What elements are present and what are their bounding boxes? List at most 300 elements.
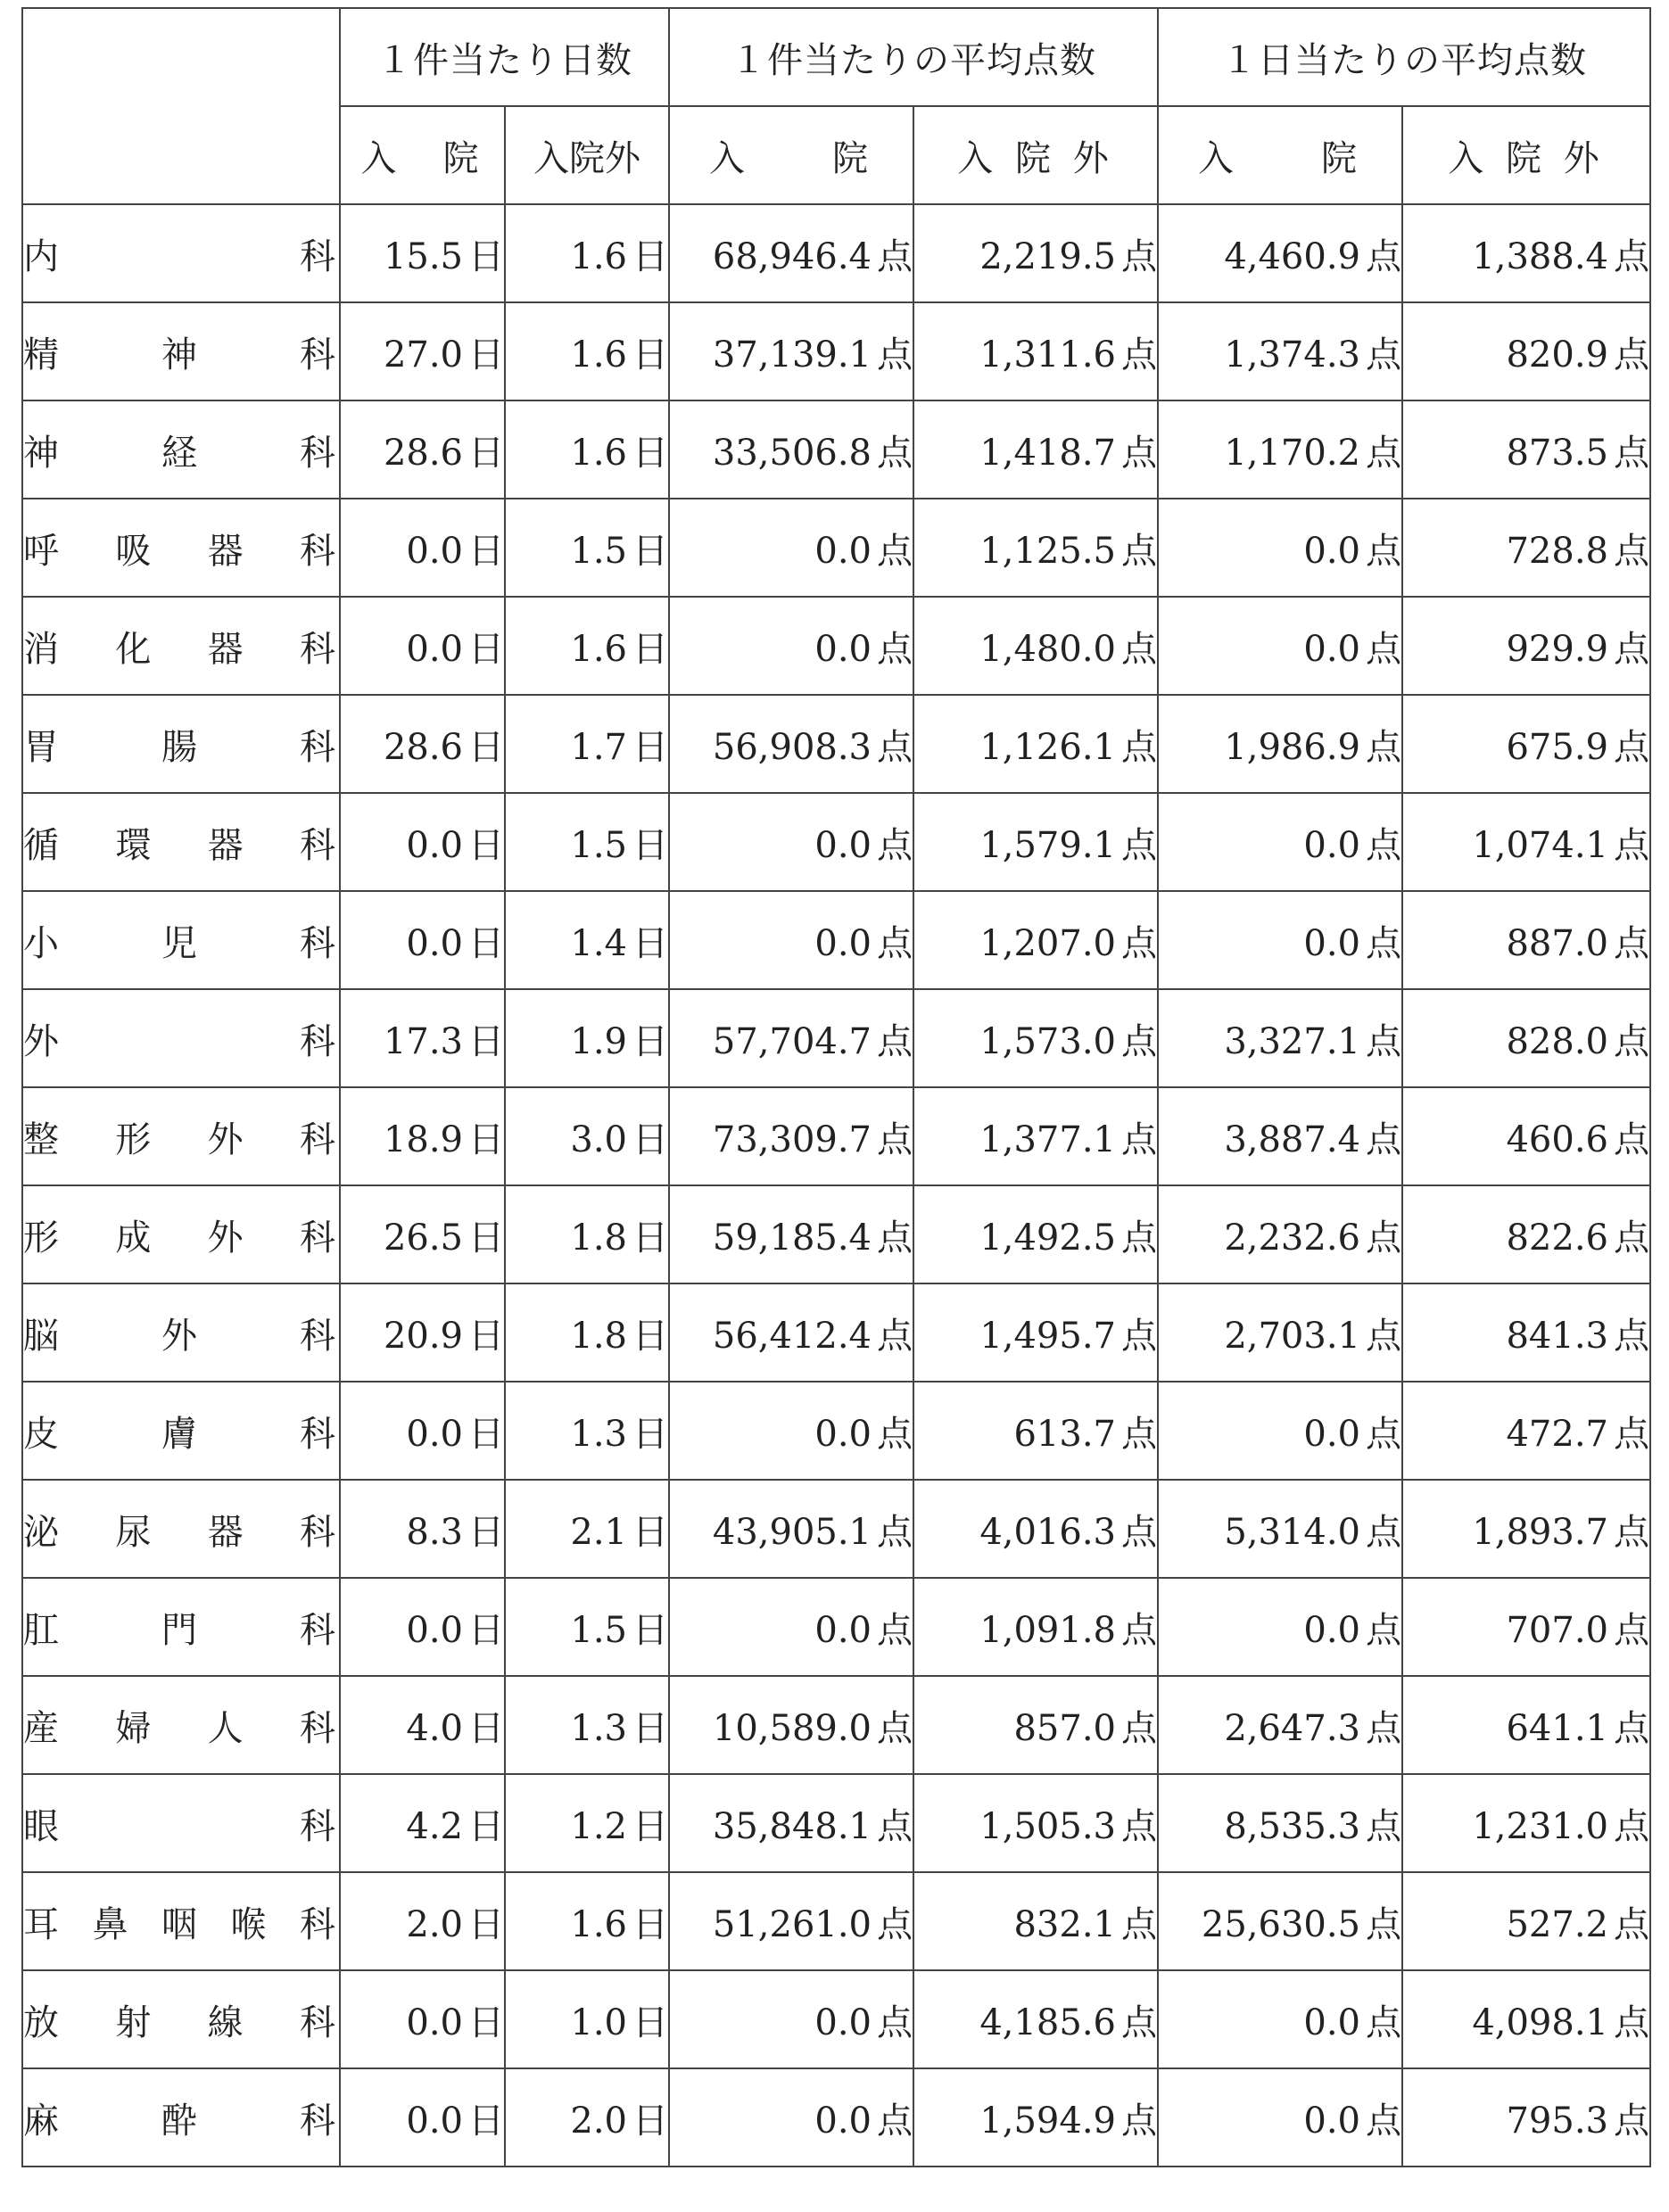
cell-unit: 点 [877,2100,913,2142]
cell-unit: 日 [468,1609,504,1651]
cell-value: 2,219.5 [979,235,1116,277]
cell-value: 17.3 [383,1020,463,1062]
days-outpatient-cell [505,2068,669,2167]
cell-unit: 点 [1614,1511,1649,1553]
avg-points-day-inpatient-cell [1158,1872,1402,1970]
header-row-groups [22,8,1650,106]
cell-value: 1.5 [570,1609,627,1651]
avg-points-day-outpatient-cell [1402,1872,1650,1970]
cell-unit: 点 [877,432,913,474]
cell-value: 0.0 [406,530,463,572]
cell-value: 1.8 [570,1217,627,1259]
cell-value: 3,327.1 [1224,1020,1360,1062]
cell-value: 832.1 [1013,1903,1116,1945]
table-header [22,8,1650,204]
cell-unit: 日 [468,2100,504,2142]
cell-unit: 点 [1614,1118,1649,1160]
avg-points-day-inpatient-cell [1158,1578,1402,1676]
cell-value: 28.6 [383,432,463,474]
cell-unit: 日 [632,922,668,964]
cell-unit: 日 [632,1118,668,1160]
cell-unit: 日 [468,1805,504,1847]
department-name-cell: 脳外科 [22,1283,340,1382]
cell-value: 929.9 [1506,628,1608,670]
avg-points-case-outpatient-cell [913,1480,1158,1578]
cell-unit: 日 [632,1511,668,1553]
subheader-inpatient: 入 院 [669,106,913,204]
avg-points-day-inpatient-cell [1158,302,1402,400]
days-inpatient-cell [340,400,505,499]
cell-value: 1.3 [570,1707,627,1749]
cell-unit: 日 [632,726,668,768]
cell-value: 1,374.3 [1224,334,1360,376]
department-name-cell: 外科 [22,989,340,1087]
cell-value: 68,946.4 [712,235,872,277]
cell-unit: 日 [468,1217,504,1259]
department-name-cell: 泌尿器科 [22,1480,340,1578]
days-outpatient-cell [505,891,669,989]
avg-points-day-outpatient-cell [1402,1970,1650,2068]
cell-unit: 日 [632,1903,668,1945]
department-name-cell: 放射線科 [22,1970,340,2068]
department-name-cell: 呼吸器科 [22,499,340,597]
cell-unit: 点 [1366,922,1401,964]
cell-value: 59,185.4 [712,1217,872,1259]
cell-value: 0.0 [406,2100,463,2142]
department-name-cell: 眼科 [22,1774,340,1872]
days-outpatient-cell [505,989,669,1087]
avg-points-day-outpatient-cell [1402,1480,1650,1578]
avg-points-day-outpatient-cell [1402,989,1650,1087]
cell-unit: 点 [1614,824,1649,866]
cell-value: 0.0 [814,922,872,964]
department-name-cell: 整形外科 [22,1087,340,1185]
cell-value: 0.0 [406,1413,463,1455]
cell-value: 1,388.4 [1472,235,1608,277]
cell-unit: 点 [877,1511,913,1553]
cell-unit: 日 [468,1020,504,1062]
cell-unit: 点 [877,530,913,572]
cell-value: 0.0 [1303,628,1360,670]
cell-unit: 点 [1121,1707,1157,1749]
avg-points-case-outpatient-cell [913,1676,1158,1774]
days-inpatient-cell [340,793,505,891]
cell-value: 15.5 [383,235,463,277]
avg-points-case-inpatient-cell [669,204,913,302]
cell-value: 1,579.1 [979,824,1116,866]
cell-value: 0.0 [814,824,872,866]
cell-unit: 点 [1121,530,1157,572]
avg-points-case-outpatient-cell [913,597,1158,695]
cell-value: 1.6 [570,628,627,670]
cell-value: 28.6 [383,726,463,768]
cell-unit: 点 [1614,628,1649,670]
avg-points-case-inpatient-cell [669,891,913,989]
cell-value: 728.8 [1506,530,1608,572]
cell-value: 33,506.8 [712,432,872,474]
cell-unit: 点 [1366,235,1401,277]
cell-unit: 点 [1614,235,1649,277]
cell-unit: 点 [1366,1903,1401,1945]
cell-unit: 点 [1614,2100,1649,2142]
cell-value: 0.0 [814,530,872,572]
cell-unit: 点 [1121,2002,1157,2043]
days-outpatient-cell [505,1676,669,1774]
avg-points-case-outpatient-cell [913,1382,1158,1480]
avg-points-day-inpatient-cell [1158,1774,1402,1872]
avg-points-case-outpatient-cell [913,302,1158,400]
cell-value: 857.0 [1013,1707,1116,1749]
cell-value: 1,495.7 [979,1315,1116,1357]
cell-value: 5,314.0 [1224,1511,1360,1553]
cell-value: 1.4 [570,922,627,964]
cell-value: 1,074.1 [1472,824,1608,866]
cell-unit: 日 [468,824,504,866]
avg-points-case-outpatient-cell [913,1578,1158,1676]
avg-points-day-inpatient-cell [1158,1087,1402,1185]
cell-unit: 点 [1614,1707,1649,1749]
cell-unit: 点 [1614,726,1649,768]
cell-unit: 点 [1366,2002,1401,2043]
table-row [22,989,1650,1087]
cell-value: 3.0 [570,1118,627,1160]
header-avg-points-per-day: １日当たりの平均点数 [1158,8,1650,106]
cell-unit: 点 [1121,432,1157,474]
cell-unit: 日 [632,235,668,277]
days-inpatient-cell [340,891,505,989]
cell-value: 0.0 [1303,1609,1360,1651]
cell-value: 25,630.5 [1201,1903,1360,1945]
table-row [22,1382,1650,1480]
avg-points-case-inpatient-cell [669,1185,913,1283]
avg-points-case-outpatient-cell [913,1283,1158,1382]
cell-unit: 日 [632,824,668,866]
cell-value: 1.0 [570,2002,627,2043]
cell-value: 0.0 [814,1413,872,1455]
cell-value: 1.6 [570,1903,627,1945]
department-name-cell: 麻酔科 [22,2068,340,2167]
days-inpatient-cell [340,1970,505,2068]
cell-unit: 点 [1366,1118,1401,1160]
cell-unit: 点 [877,1217,913,1259]
cell-unit: 点 [877,1413,913,1455]
cell-unit: 点 [1121,1511,1157,1553]
cell-value: 1,126.1 [979,726,1116,768]
cell-value: 795.3 [1506,2100,1608,2142]
avg-points-case-outpatient-cell [913,204,1158,302]
avg-points-case-outpatient-cell [913,400,1158,499]
cell-unit: 点 [877,922,913,964]
cell-value: 73,309.7 [712,1118,872,1160]
cell-unit: 点 [1366,1315,1401,1357]
table-row [22,400,1650,499]
cell-unit: 日 [468,1315,504,1357]
days-inpatient-cell [340,1382,505,1480]
days-inpatient-cell [340,1283,505,1382]
avg-points-case-inpatient-cell [669,1970,913,2068]
department-name-cell: 内科 [22,204,340,302]
days-outpatient-cell [505,400,669,499]
avg-points-day-inpatient-cell [1158,1676,1402,1774]
cell-unit: 点 [1121,1903,1157,1945]
cell-unit: 点 [1121,2100,1157,2142]
cell-value: 675.9 [1506,726,1608,768]
cell-value: 460.6 [1506,1118,1608,1160]
cell-value: 820.9 [1506,334,1608,376]
cell-unit: 点 [1121,1217,1157,1259]
cell-value: 613.7 [1013,1413,1116,1455]
cell-unit: 日 [632,1413,668,1455]
department-name-cell: 神経科 [22,400,340,499]
department-name-cell: 形成外科 [22,1185,340,1283]
cell-unit: 日 [468,334,504,376]
days-inpatient-cell [340,1480,505,1578]
department-name-cell: 精神科 [22,302,340,400]
avg-points-day-outpatient-cell [1402,597,1650,695]
cell-unit: 日 [632,1020,668,1062]
cell-value: 26.5 [383,1217,463,1259]
cell-value: 2.0 [570,2100,627,2142]
cell-value: 4,460.9 [1224,235,1360,277]
cell-unit: 日 [632,1315,668,1357]
avg-points-day-inpatient-cell [1158,891,1402,989]
table-row [22,2068,1650,2167]
avg-points-day-inpatient-cell [1158,400,1402,499]
cell-unit: 日 [632,1217,668,1259]
days-outpatient-cell [505,302,669,400]
department-stats-table [21,7,1651,2167]
days-inpatient-cell [340,1185,505,1283]
days-inpatient-cell [340,2068,505,2167]
avg-points-day-inpatient-cell [1158,499,1402,597]
cell-unit: 点 [877,334,913,376]
cell-unit: 点 [1366,1413,1401,1455]
avg-points-day-outpatient-cell [1402,302,1650,400]
cell-unit: 点 [877,1020,913,1062]
cell-unit: 点 [877,235,913,277]
table-row [22,1185,1650,1283]
cell-value: 2,647.3 [1224,1707,1360,1749]
cell-value: 8,535.3 [1224,1805,1360,1847]
cell-value: 3,887.4 [1224,1118,1360,1160]
subheader-inpatient: 入 院 [340,106,505,204]
cell-unit: 点 [877,1805,913,1847]
cell-value: 0.0 [1303,1413,1360,1455]
cell-value: 4,016.3 [979,1511,1116,1553]
cell-value: 1,125.5 [979,530,1116,572]
table-row [22,1970,1650,2068]
days-outpatient-cell [505,793,669,891]
cell-value: 0.0 [406,1609,463,1651]
avg-points-day-outpatient-cell [1402,499,1650,597]
table-row [22,302,1650,400]
cell-value: 0.0 [814,1609,872,1651]
header-days-per-case: １件当たり日数 [340,8,669,106]
cell-unit: 点 [1366,334,1401,376]
avg-points-day-inpatient-cell [1158,989,1402,1087]
cell-unit: 日 [468,235,504,277]
days-outpatient-cell [505,1774,669,1872]
cell-value: 1,091.8 [979,1609,1116,1651]
cell-value: 1,170.2 [1224,432,1360,474]
days-inpatient-cell [340,1774,505,1872]
department-name-cell: 肛門科 [22,1578,340,1676]
cell-value: 4,185.6 [979,2002,1116,2043]
cell-unit: 点 [1614,1315,1649,1357]
subheader-outpatient: 入 院 外 [913,106,1158,204]
cell-unit: 点 [1366,726,1401,768]
cell-value: 1.9 [570,1020,627,1062]
avg-points-case-inpatient-cell [669,1382,913,1480]
cell-unit: 点 [1614,1805,1649,1847]
avg-points-case-inpatient-cell [669,793,913,891]
department-name-cell: 消化器科 [22,597,340,695]
avg-points-day-outpatient-cell [1402,1087,1650,1185]
table-row [22,204,1650,302]
cell-unit: 点 [1366,1805,1401,1847]
avg-points-case-inpatient-cell [669,1480,913,1578]
table-row [22,1283,1650,1382]
cell-value: 2,703.1 [1224,1315,1360,1357]
avg-points-case-outpatient-cell [913,1087,1158,1185]
cell-unit: 点 [1121,1609,1157,1651]
avg-points-day-inpatient-cell [1158,1185,1402,1283]
avg-points-day-inpatient-cell [1158,695,1402,793]
days-inpatient-cell [340,695,505,793]
cell-unit: 日 [468,1118,504,1160]
cell-unit: 日 [468,2002,504,2043]
cell-value: 8.3 [406,1511,463,1553]
avg-points-day-inpatient-cell [1158,1970,1402,2068]
avg-points-day-outpatient-cell [1402,1283,1650,1382]
cell-value: 1.2 [570,1805,627,1847]
cell-unit: 点 [1121,1413,1157,1455]
days-inpatient-cell [340,204,505,302]
cell-unit: 点 [1121,1315,1157,1357]
cell-unit: 日 [632,1805,668,1847]
table-row [22,793,1650,891]
days-outpatient-cell [505,1087,669,1185]
cell-unit: 点 [877,2002,913,2043]
cell-value: 0.0 [814,2100,872,2142]
cell-unit: 点 [1366,1217,1401,1259]
cell-value: 2,232.6 [1224,1217,1360,1259]
cell-value: 1.8 [570,1315,627,1357]
cell-unit: 点 [1366,432,1401,474]
avg-points-day-outpatient-cell [1402,695,1650,793]
cell-value: 2.0 [406,1903,463,1945]
cell-unit: 点 [877,1118,913,1160]
days-outpatient-cell [505,597,669,695]
cell-value: 641.1 [1506,1707,1608,1749]
cell-unit: 点 [877,1707,913,1749]
cell-value: 0.0 [406,922,463,964]
cell-unit: 点 [1614,1413,1649,1455]
cell-value: 1.3 [570,1413,627,1455]
avg-points-case-inpatient-cell [669,695,913,793]
days-inpatient-cell [340,1578,505,1676]
avg-points-day-outpatient-cell [1402,1676,1650,1774]
cell-value: 1,377.1 [979,1118,1116,1160]
cell-value: 0.0 [1303,2100,1360,2142]
cell-value: 4,098.1 [1472,2002,1608,2043]
cell-unit: 点 [1121,1118,1157,1160]
cell-unit: 点 [1366,1020,1401,1062]
days-inpatient-cell [340,302,505,400]
cell-value: 35,848.1 [712,1805,872,1847]
avg-points-day-outpatient-cell [1402,793,1650,891]
days-outpatient-cell [505,1480,669,1578]
cell-value: 841.3 [1506,1315,1608,1357]
days-outpatient-cell [505,1382,669,1480]
avg-points-case-outpatient-cell [913,793,1158,891]
cell-unit: 日 [632,432,668,474]
cell-unit: 点 [1614,2002,1649,2043]
cell-unit: 点 [877,1903,913,1945]
cell-value: 51,261.0 [712,1903,872,1945]
department-name-cell: 小児科 [22,891,340,989]
cell-unit: 点 [1366,824,1401,866]
table-row [22,891,1650,989]
table-row [22,1774,1650,1872]
avg-points-case-inpatient-cell [669,499,913,597]
cell-value: 1,492.5 [979,1217,1116,1259]
cell-unit: 点 [1366,628,1401,670]
cell-value: 20.9 [383,1315,463,1357]
cell-value: 0.0 [1303,2002,1360,2043]
cell-unit: 点 [877,824,913,866]
cell-value: 822.6 [1506,1217,1608,1259]
table-row [22,1578,1650,1676]
cell-unit: 点 [1366,1707,1401,1749]
avg-points-day-outpatient-cell [1402,2068,1650,2167]
cell-value: 1,418.7 [979,432,1116,474]
department-name-cell: 胃腸科 [22,695,340,793]
days-outpatient-cell [505,1872,669,1970]
cell-value: 0.0 [814,628,872,670]
cell-value: 0.0 [406,628,463,670]
cell-unit: 日 [632,530,668,572]
department-name-cell: 耳鼻咽喉科 [22,1872,340,1970]
cell-value: 0.0 [1303,922,1360,964]
cell-unit: 日 [632,1707,668,1749]
avg-points-case-inpatient-cell [669,1774,913,1872]
cell-value: 10,589.0 [712,1707,872,1749]
cell-value: 43,905.1 [712,1511,872,1553]
avg-points-case-inpatient-cell [669,400,913,499]
cell-unit: 日 [468,1707,504,1749]
avg-points-day-outpatient-cell [1402,400,1650,499]
table-row [22,1872,1650,1970]
cell-value: 27.0 [383,334,463,376]
avg-points-case-outpatient-cell [913,1774,1158,1872]
avg-points-case-inpatient-cell [669,597,913,695]
cell-unit: 点 [1121,1805,1157,1847]
avg-points-day-inpatient-cell [1158,2068,1402,2167]
avg-points-case-outpatient-cell [913,1872,1158,1970]
cell-unit: 点 [1121,235,1157,277]
cell-value: 57,704.7 [712,1020,872,1062]
cell-unit: 日 [632,2100,668,2142]
cell-value: 0.0 [406,2002,463,2043]
department-name-cell: 産婦人科 [22,1676,340,1774]
avg-points-day-inpatient-cell [1158,793,1402,891]
cell-unit: 点 [877,1315,913,1357]
cell-unit: 点 [1121,824,1157,866]
cell-unit: 点 [877,1609,913,1651]
cell-value: 1,231.0 [1472,1805,1608,1847]
cell-unit: 日 [632,2002,668,2043]
